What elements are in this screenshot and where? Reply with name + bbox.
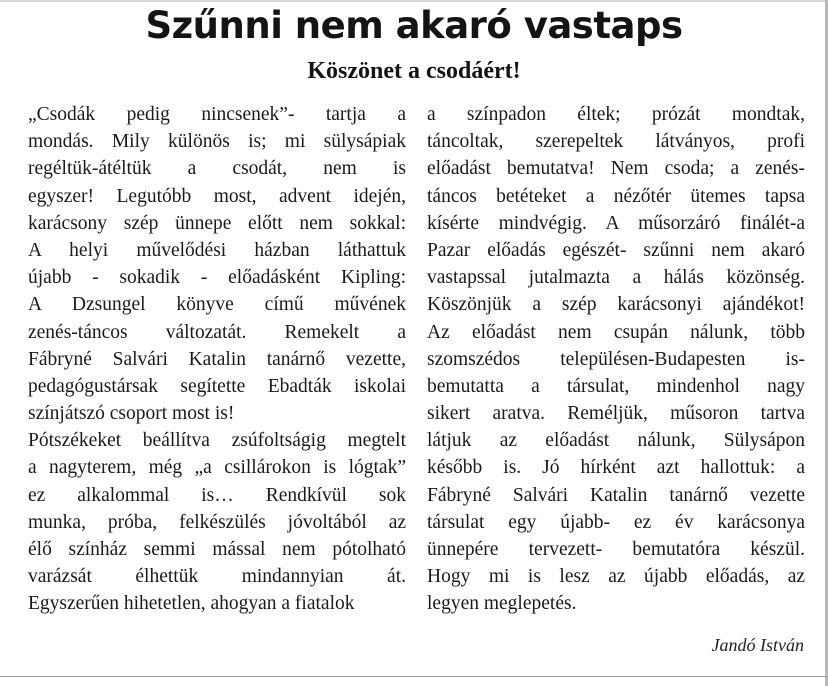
text-line: Pazar előadás egészét- szűnni nem akaró (427, 239, 805, 261)
text-line: Köszönjük a szép karácsonyi ajándékot! (427, 294, 805, 316)
text-line: mondás. Mily különös is; mi sülysápiak (28, 131, 406, 153)
text-line: A Dzsungel könyve című művének (28, 294, 406, 316)
article-subheadline: Köszönet a csodáért! (307, 58, 521, 84)
text-line: A helyi művelődési házban láthattuk (28, 239, 406, 261)
text-line: Az előadást nem csupán nálunk, több (427, 321, 805, 343)
text-line: legyen meglepetés. (427, 593, 577, 615)
text-line: sikert aratva. Reméljük, műsoron tartva (427, 403, 805, 425)
top-border (0, 0, 828, 2)
text-line: munka, próba, felkészülés jóvoltából az (28, 511, 406, 533)
text-line: társulat egy újabb- ez év karácsonya (427, 511, 805, 533)
text-line: ez alkalommal is… Rendkívül sok (28, 484, 406, 506)
text-line: varázsát élhettük mindannyian át. (28, 566, 406, 588)
text-line: ünnepére tervezett- bemutatóra készül. (427, 539, 805, 560)
text-line: a színpadon éltek; prózát mondtak, (427, 104, 805, 125)
text-line: előadást bemutatva! Nem csoda; a zenés- (427, 158, 805, 180)
text-line: pedagógustársak segítette Ebadták iskolai (28, 375, 406, 397)
text-line: táncos betéteket a nézőtér ütemes tapsa (427, 185, 805, 207)
text-line: vastapssal jutalmazta a hálás közönség. (427, 267, 805, 289)
text-line: Pótszékeket beállítva zsúfoltságig megtelt (28, 430, 406, 452)
text-line: zenés-táncos változatát. Remekelt a (28, 321, 406, 343)
text-line: regéltük-átéltük a csodát, nem is (28, 158, 406, 180)
text-line: újabb - sokadik - előadásként Kipling: (28, 267, 406, 289)
text-line: egyszer! Legutóbb most, advent idején, (28, 185, 406, 207)
text-line: Hogy mi is lesz az újabb előadás, az (427, 566, 805, 588)
text-line: később is. Jó hírként azt hallottuk: a (427, 457, 805, 479)
article-headline: Szűnni nem akaró vastaps (145, 4, 683, 47)
text-line: szomszédos településen-Budapesten is- (427, 348, 805, 370)
text-line: Egyszerűen hihetetlen, ahogyan a fiatalok (28, 593, 355, 615)
text-line: látjuk az előadást nálunk, Sülysápon (427, 430, 805, 452)
text-line: Fábryné Salvári Katalin tanárnő vezette (427, 484, 805, 506)
text-line: „Csodák pedig nincsenek”- tartja a (28, 104, 406, 125)
bottom-rule (0, 676, 828, 677)
text-line: színjátszó csoport most is! (28, 403, 235, 425)
article-left-column (28, 101, 406, 618)
article-right-column (427, 101, 805, 618)
text-line: Fábryné Salvári Katalin tanárnő vezette, (28, 348, 406, 370)
text-line: élő színház semmi mással nem pótolható (28, 539, 406, 560)
text-line: kísérte mindvégig. A műsorzáró finálét-a (427, 212, 805, 234)
text-line: karácsony szép ünnepe előtt nem sokkal: (28, 212, 406, 234)
text-line: a nagyterem, még „a csillárokon is lógtak” (28, 457, 406, 479)
text-line: táncoltak, szerepeltek látványos, profi (427, 131, 805, 153)
text-line: bemutatta a társulat, mindenhol nagy (427, 375, 805, 397)
author-signature: Jandó István (711, 635, 804, 655)
